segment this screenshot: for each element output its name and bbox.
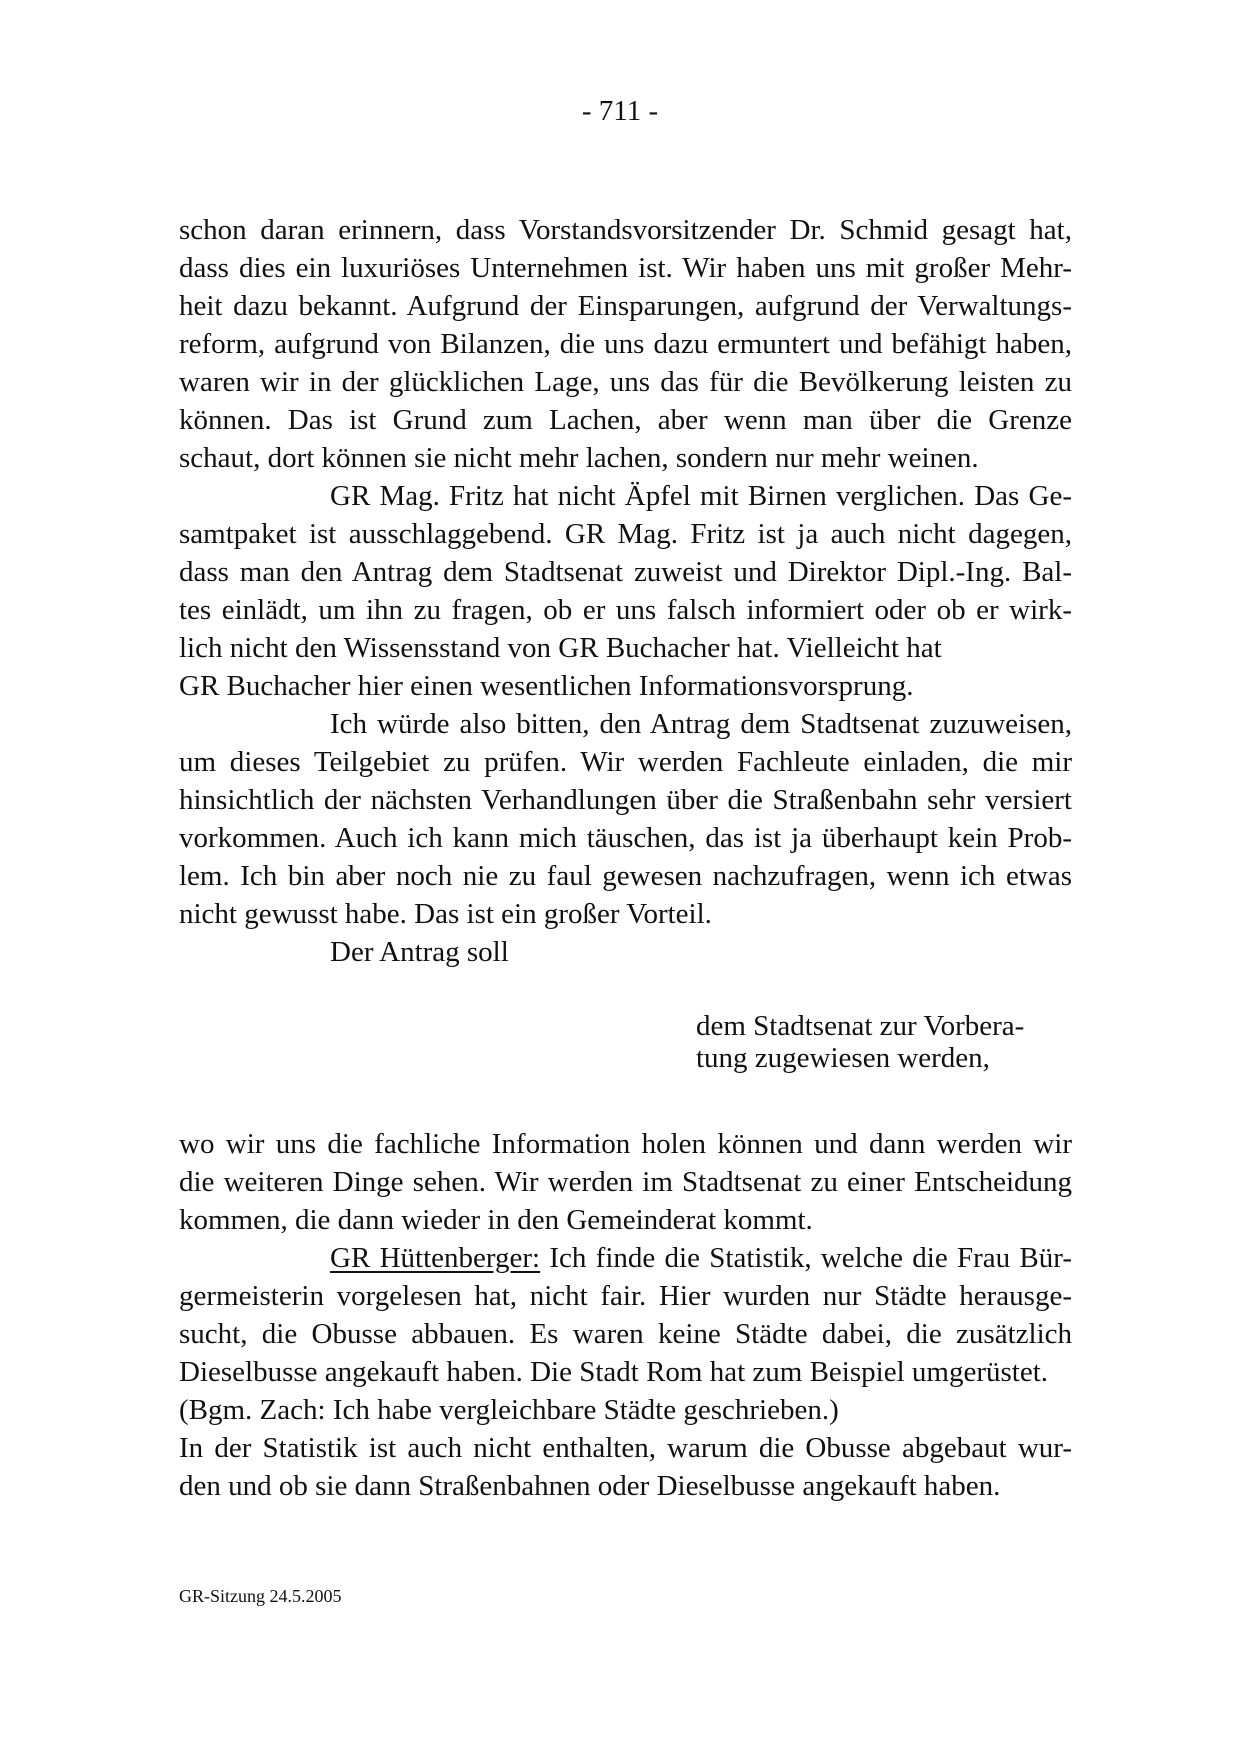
interjection: (Bgm. Zach: Ich habe vergleichbare Städte geschrieben.) [179,1394,839,1426]
text-line: lich nicht den Wissensstand von GR Buchacher hat. Vielleicht hat [179,632,942,664]
text-line: wo wir uns die fachliche Information holen können und dann werden wir [179,1128,1072,1160]
page-number: - 711 - [581,95,659,127]
text-line: reform, aufgrund von Bilanzen, die uns dazu ermuntert und befähigt haben, [179,328,1072,360]
speaker-name: GR Hüttenberger: [330,1242,541,1274]
text-line: dass man den Antrag dem Stadtsenat zuweist und Direktor Dipl.-Ing. Bal- [179,556,1072,588]
footer: GR-Sitzung 24.5.2005 [179,1586,342,1606]
text-line: samtpaket ist ausschlaggebend. GR Mag. Fritz ist ja auch nicht dagegen, [179,518,1072,550]
text-line: nicht gewusst habe. Das ist ein großer Vorteil. [179,898,712,930]
text-line: Dieselbusse angekauft haben. Die Stadt Rom hat zum Beispiel umgerüstet. [179,1356,1048,1388]
text-line: vorkommen. Auch ich kann mich täuschen, das ist ja überhaupt kein Prob- [179,822,1072,854]
text-line: können. Das ist Grund zum Lachen, aber wenn man über die Grenze [179,404,1072,436]
motion-intro: Der Antrag soll [330,936,509,968]
text-line: GR Buchacher hier einen wesentlichen Informationsvorsprung. [179,670,914,702]
text-span: Ich finde die Statistik, welche die Frau Bür- [549,1242,1072,1274]
text-line: sucht, die Obusse abbauen. Es waren keine Städte dabei, die zusätzlich [179,1318,1072,1350]
text-line: Ich würde also bitten, den Antrag dem Stadtsenat zuzuweisen, [330,708,1072,740]
text-line: um dieses Teilgebiet zu prüfen. Wir werden Fachleute einladen, die mir [179,746,1072,778]
text-line: hinsichtlich der nächsten Verhandlungen über die Straßenbahn sehr versiert [179,784,1072,816]
text-line: schaut, dort können sie nicht mehr lachen, sondern nur mehr weinen. [179,442,979,474]
text-line: lem. Ich bin aber noch nie zu faul gewesen nachzufragen, wenn ich etwas [179,860,1072,892]
text-line: schon daran erinnern, dass Vorstandsvorsitzender Dr. Schmid gesagt hat, [179,214,1072,246]
text-line: tes einlädt, um ihn zu fragen, ob er uns falsch informiert oder ob er wirk- [179,594,1072,626]
text-line: waren wir in der glücklichen Lage, uns das für die Bevölkerung leisten zu [179,366,1072,398]
text-line: den und ob sie dann Straßenbahnen oder Dieselbusse angekauft haben. [179,1470,1001,1502]
text-line: dass dies ein luxuriöses Unternehmen ist. Wir haben uns mit großer Mehr- [179,252,1072,284]
text-line: kommen, die dann wieder in den Gemeinderat kommt. [179,1204,813,1236]
text-line [330,1239,1072,1277]
text-line: germeisterin vorgelesen hat, nicht fair. Hier wurden nur Städte herausge- [179,1280,1072,1312]
text-line: heit dazu bekannt. Aufgrund der Einsparungen, aufgrund der Verwaltungs- [179,290,1072,322]
text-line: GR Mag. Fritz hat nicht Äpfel mit Birnen verglichen. Das Ge- [330,480,1072,512]
text-line: In der Statistik ist auch nicht enthalten, warum die Obusse abgebaut wur- [179,1432,1072,1464]
motion-text-line: dem Stadtsenat zur Vorbera- [696,1010,1025,1042]
text-line: die weiteren Dinge sehen. Wir werden im Stadtsenat zu einer Entscheidung [179,1166,1072,1198]
motion-text-line: tung zugewiesen werden, [696,1042,990,1074]
